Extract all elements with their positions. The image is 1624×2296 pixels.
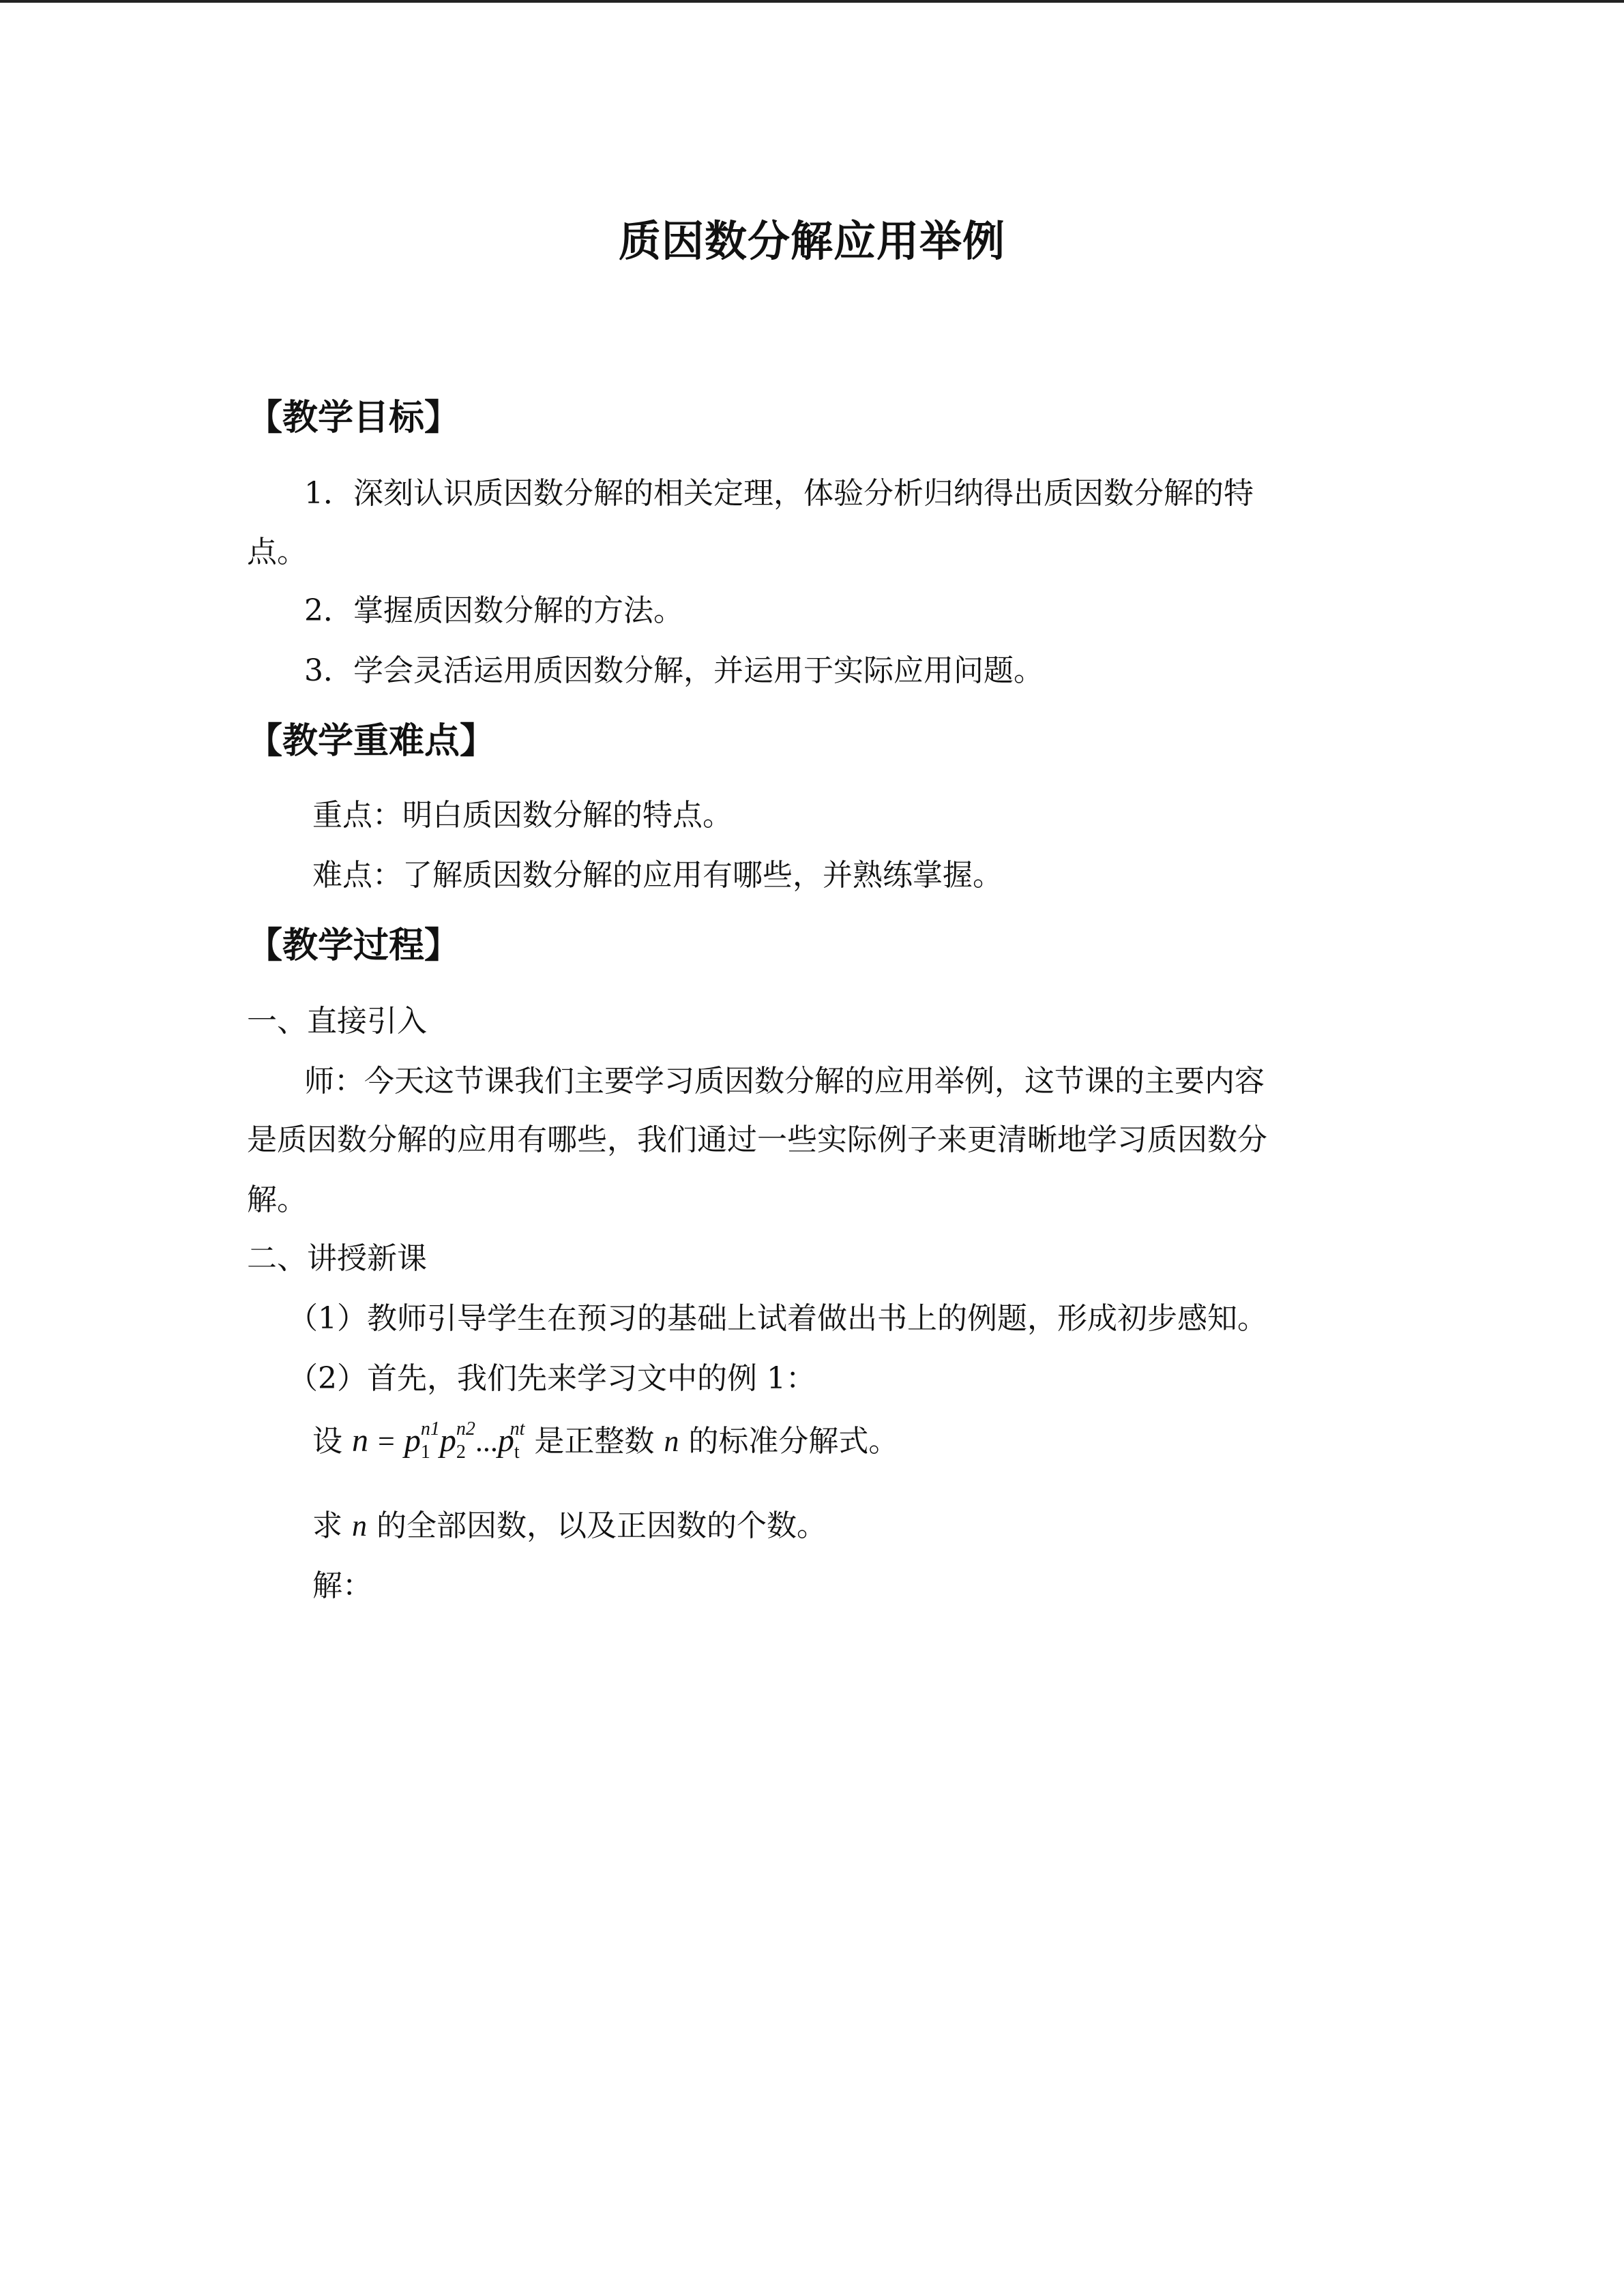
formula-sup-t: nt [510, 1418, 525, 1440]
formula-pt: p [497, 1422, 514, 1459]
formula-suffix-b: 的标准分解式。 [679, 1424, 899, 1459]
formula-p2: p [439, 1422, 456, 1459]
objective-item-3: 3．学会灵活运用质因数分解，并运用于实际应用问题。 [304, 653, 1044, 688]
formula-p1: p [404, 1422, 421, 1459]
part-1-title: 一、直接引入 [247, 1004, 427, 1039]
teacher-intro-line-2: 是质因数分解的应用有哪些，我们通过一些实际例子来更清晰地学习质因数分 [247, 1122, 1267, 1157]
factorization-formula [312, 1420, 898, 1462]
document-title: 质因数分解应用举例 [618, 216, 1005, 266]
formula-equals: = [378, 1425, 395, 1458]
question-variable-n: n [352, 1509, 367, 1542]
formula-prefix: 设 [312, 1424, 342, 1459]
key-point-focus: 重点：明白质因数分解的特点。 [312, 798, 733, 833]
objective-item-1-line-1: 1．深刻认识质因数分解的相关定理，体验分析归纳得出质因数分解的特 [304, 476, 1254, 511]
objective-item-2: 2．掌握质因数分解的方法。 [304, 593, 683, 628]
teacher-intro-line-1: 师：今天这节课我们主要学习质因数分解的应用举例，这节课的主要内容 [304, 1064, 1265, 1099]
formula-suffix-n: n [664, 1425, 679, 1458]
key-points-heading: 【教学重难点】 [247, 721, 496, 762]
objective-item-1-line-2: 点。 [247, 535, 307, 569]
process-heading: 【教学过程】 [247, 925, 460, 966]
step-1: （1）教师引导学生在预习的基础上试着做出书上的例题，形成初步感知。 [288, 1301, 1267, 1336]
teacher-intro-line-3: 解。 [247, 1182, 307, 1217]
objectives-heading: 【教学目标】 [247, 398, 460, 438]
formula-sub-1: 1 [420, 1442, 430, 1463]
solution-label: 解： [312, 1568, 372, 1603]
formula-dots: ... [475, 1425, 498, 1458]
question-prefix: 求 [312, 1508, 352, 1543]
part-2-title: 二、讲授新课 [247, 1241, 427, 1276]
formula-sup-2: n2 [456, 1418, 475, 1440]
key-point-difficulty: 难点：了解质因数分解的应用有哪些，并熟练掌握。 [312, 858, 1003, 893]
question-suffix: 的全部因数，以及正因数的个数。 [367, 1508, 827, 1543]
formula-sub-2: 2 [456, 1442, 466, 1463]
formula-suffix-a: 是正整数 [525, 1424, 664, 1459]
step-2: （2）首先，我们先来学习文中的例 1： [288, 1361, 816, 1396]
question-line [312, 1508, 827, 1543]
formula-sup-1: n1 [420, 1418, 440, 1440]
formula-sub-t: t [514, 1442, 520, 1463]
formula-variable-n: n [352, 1422, 368, 1459]
